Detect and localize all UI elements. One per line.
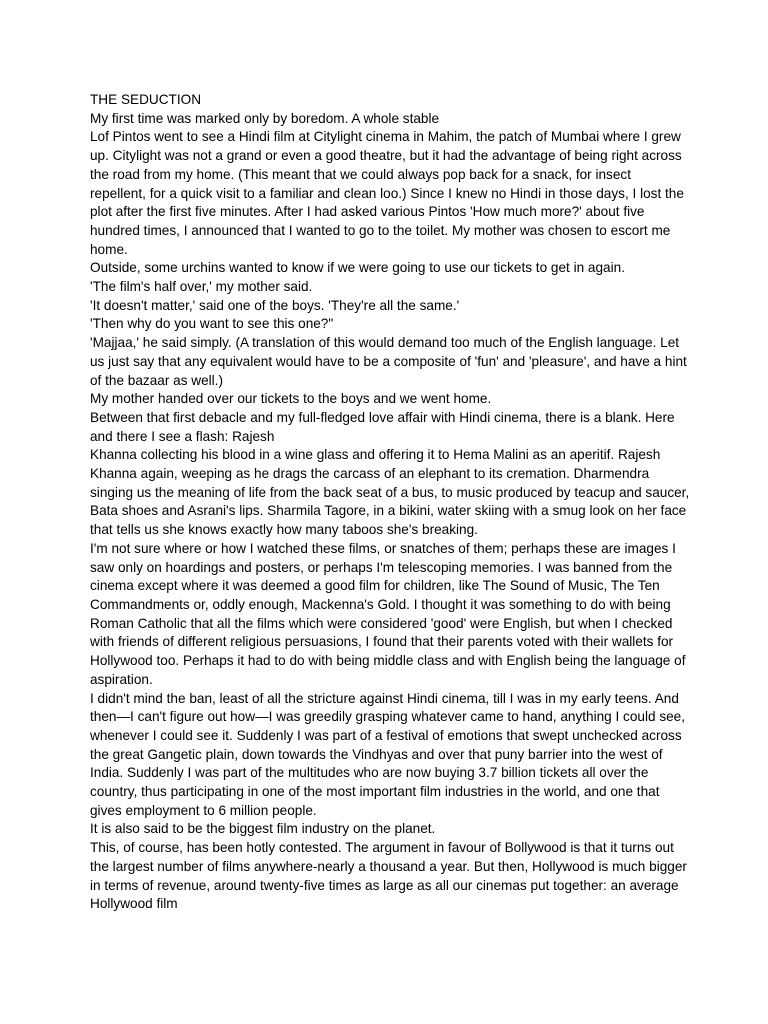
paragraph: Lof Pintos went to see a Hindi film at Citylight cinema in Mahim, the patch of Mumbai where I grew up. Citylight was not a grand or even a good theatre, but it had the advantage of being right across the road from my home. (This meant that we could always pop back for a snack, for insect repellent, for a quick visit to a familiar and clean loo.) Since I knew no Hindi in those days, I lost the plot after the first five minutes. After I had asked various Pintos 'How much more?' about five hundred times, I announced that I wanted to go to the toilet. My mother was chosen to escort me home.: [90, 129, 684, 257]
paragraph: Khanna collecting his blood in a wine glass and offering it to Hema Malini as an aperitif. Rajesh Khanna again, weeping as he drags the carcass of an elephant to its cremation. Dharmendra singing us the meaning of life from the back seat of a bus, to music produced by teacup and saucer, Bata shoes and Asrani's lips. Sharmila Tagore, in a bikini, water skiing with a smug look on her face that tells us she knows exactly how many taboos she's breaking.: [90, 447, 690, 538]
paragraph: 'It doesn't matter,' said one of the boys. 'They're all the same.': [90, 297, 460, 313]
paragraph: Between that first debacle and my full-fledged love affair with Hindi cinema, there is a blank. Here and there I see a flash: Rajesh: [90, 409, 675, 444]
paragraph: My mother handed over our tickets to the boys and we went home.: [90, 391, 492, 407]
paragraph: 'Then why do you want to see this one?": [90, 316, 334, 332]
paragraph: I didn't mind the ban, least of all the stricture against Hindi cinema, till I was in my early teens. And then—I can't figure out how—I was greedily grasping whatever came to hand, anything I could see, whenever I could see it. Suddenly I was part of a festival of emotions that swept unchecked across the great Gangetic plain, down towards the Vindhyas and over that puny barrier into the west of India. Suddenly I was part of the multitudes who are now buying 3.7 billion tickets all over the country, thus participating in one of the most important film industries in the world, and one that gives employment to 6 million people.: [90, 690, 686, 818]
paragraph: Outside, some urchins wanted to know if we were going to use our tickets to get in again.: [90, 260, 625, 276]
paragraph: I'm not sure where or how I watched these films, or snatches of them; perhaps these are images I saw only on hoardings and posters, or perhaps I'm telescoping memories. I was banned from the cinema except where it was deemed a good film for children, like The Sound of Music, The Ten Commandments or, oddly enough, Mackenna's Gold. I thought it was something to do with being Roman Catholic that all the films which were considered 'good' were English, but when I checked with friends of different religious persuasions, I found that their parents voted with their wallets for Hollywood too. Perhaps it had to do with being middle class and with English being the language of aspiration.: [90, 540, 686, 687]
paragraph: This, of course, has been hotly contested. The argument in favour of Bollywood is that it turns out the largest number of films anywhere-nearly a thousand a year. But then, Hollywood is much bigger in terms of revenue, around twenty-five times as large as all our cinemas put together: an average Hollywood film: [90, 840, 687, 912]
paragraph: It is also said to be the biggest film industry on the planet.: [90, 821, 436, 837]
paragraph: My first time was marked only by boredom. A whole stable: [90, 110, 440, 126]
document-title: THE SEDUCTION: [90, 92, 202, 107]
paragraph: 'The film's half over,' my mother said.: [90, 279, 313, 295]
paragraph: 'Majjaa,' he said simply. (A translation of this would demand too much of the English language. Let us just say that any equivalent would have to be a composite of 'fun' and 'pleasure', and have a hint of the bazaar as well.): [90, 335, 687, 388]
document-page: [90, 91, 690, 914]
